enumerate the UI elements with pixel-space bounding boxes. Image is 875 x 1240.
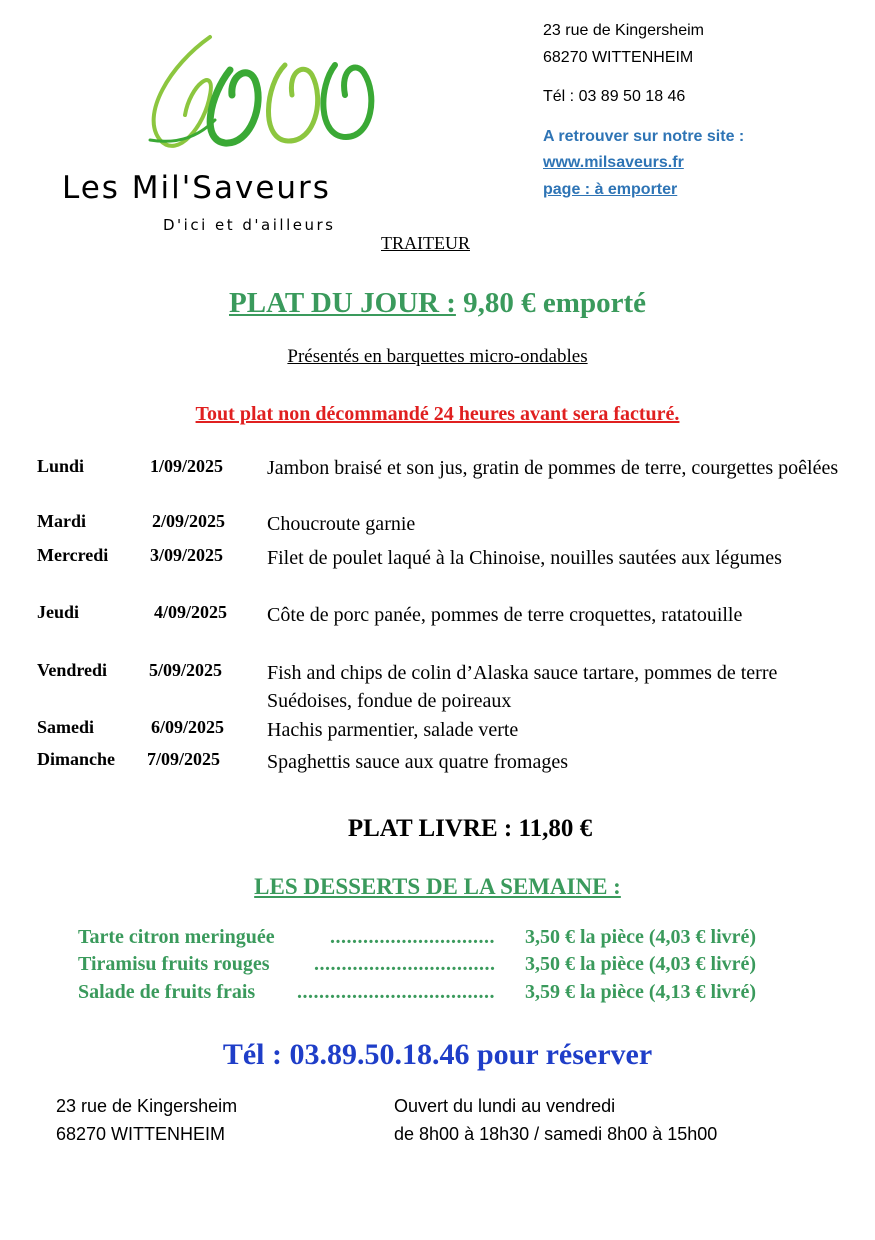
menu-day: Vendredi xyxy=(37,660,108,680)
site-url-link[interactable]: www.milsaveurs.fr xyxy=(543,154,684,171)
menu-dish: Filet de poulet laqué à la Chinoise, nouilles sautées aux légumes xyxy=(267,547,782,569)
dessert-name: Tiramisu fruits rouges xyxy=(78,953,270,975)
top-address-street: 23 rue de Kingersheim xyxy=(543,22,704,39)
logo-swirl-3 xyxy=(268,65,317,141)
menu-day: Jeudi xyxy=(37,602,80,622)
dessert-price: 3,59 € la pièce (4,13 € livré) xyxy=(525,981,757,1003)
menu-day: Lundi xyxy=(37,456,85,476)
dessert-price: 3,50 € la pièce (4,03 € livré) xyxy=(525,953,757,975)
dessert-price: 3,50 € la pièce (4,03 € livré) xyxy=(525,926,757,948)
site-intro: A retrouver sur notre site : xyxy=(543,128,745,145)
top-phone: Tél : 03 89 50 18 46 xyxy=(543,88,686,105)
menu-dish: Choucroute garnie xyxy=(267,513,416,535)
menu-dish: Côte de porc panée, pommes de terre croquettes, ratatouille xyxy=(267,604,743,626)
logo-swirl-2 xyxy=(210,70,258,143)
traiteur-heading: TRAITEUR xyxy=(381,233,470,253)
top-address-city: 68270 WITTENHEIM xyxy=(543,49,694,66)
footer-hours-times: de 8h00 à 18h30 / samedi 8h00 à 15h00 xyxy=(394,1124,718,1144)
logo-swirl-4 xyxy=(323,65,371,137)
footer-street: 23 rue de Kingersheim xyxy=(56,1096,238,1116)
menu-date: 6/09/2025 xyxy=(151,717,225,737)
menu-day: Samedi xyxy=(37,717,95,737)
menu-dish: Spaghettis sauce aux quatre fromages xyxy=(267,751,569,773)
menu-day: Dimanche xyxy=(37,749,115,769)
plat-du-jour-label: PLAT DU JOUR : xyxy=(229,287,456,319)
brand-tagline: D'ici et d'ailleurs xyxy=(163,216,336,234)
cancellation-warning: Tout plat non décommandé 24 heures avant sera facturé. xyxy=(195,403,680,425)
menu-dish: Jambon braisé et son jus, gratin de pommes de terre, courgettes poêlées xyxy=(267,457,839,479)
menu-date: 5/09/2025 xyxy=(149,660,223,680)
dessert-leader-dots: .................................... xyxy=(297,981,495,1003)
logo-swirl-graphic xyxy=(60,25,480,240)
menu-date: 7/09/2025 xyxy=(147,749,221,769)
plat-livre-heading: PLAT LIVRE : 11,80 € xyxy=(347,815,593,842)
dessert-leader-dots: ................................. xyxy=(314,953,496,975)
desserts-title: LES DESSERTS DE LA SEMAINE : xyxy=(254,874,621,899)
dessert-leader-dots: .............................. xyxy=(330,926,495,948)
brand-name: Les Mil'Saveurs xyxy=(62,170,331,206)
menu-dish: Hachis parmentier, salade verte xyxy=(267,719,519,741)
dessert-name: Tarte citron meringuée xyxy=(78,926,275,948)
menu-date: 3/09/2025 xyxy=(150,545,224,565)
site-page-link[interactable]: page : à emporter xyxy=(543,181,678,198)
menu-day: Mardi xyxy=(37,511,86,531)
menu-date: 1/09/2025 xyxy=(150,456,224,476)
presentation-note: Présentés en barquettes micro-ondables xyxy=(287,346,588,367)
plat-du-jour-price: 9,80 € emporté xyxy=(463,287,646,319)
menu-dish: Fish and chips de colin d’Alaska sauce tartare, pommes de terre Suédoises, fondue de poireaux xyxy=(267,662,778,712)
reservation-phone: Tél : 03.89.50.18.46 pour réserver xyxy=(222,1038,653,1071)
footer-city: 68270 WITTENHEIM xyxy=(56,1124,226,1144)
menu-date: 4/09/2025 xyxy=(154,602,228,622)
menu-day: Mercredi xyxy=(37,545,109,565)
dessert-name: Salade de fruits frais xyxy=(78,981,256,1003)
footer-hours-days: Ouvert du lundi au vendredi xyxy=(394,1096,616,1116)
plat-du-jour-heading xyxy=(0,287,875,320)
menu-date: 2/09/2025 xyxy=(152,511,226,531)
